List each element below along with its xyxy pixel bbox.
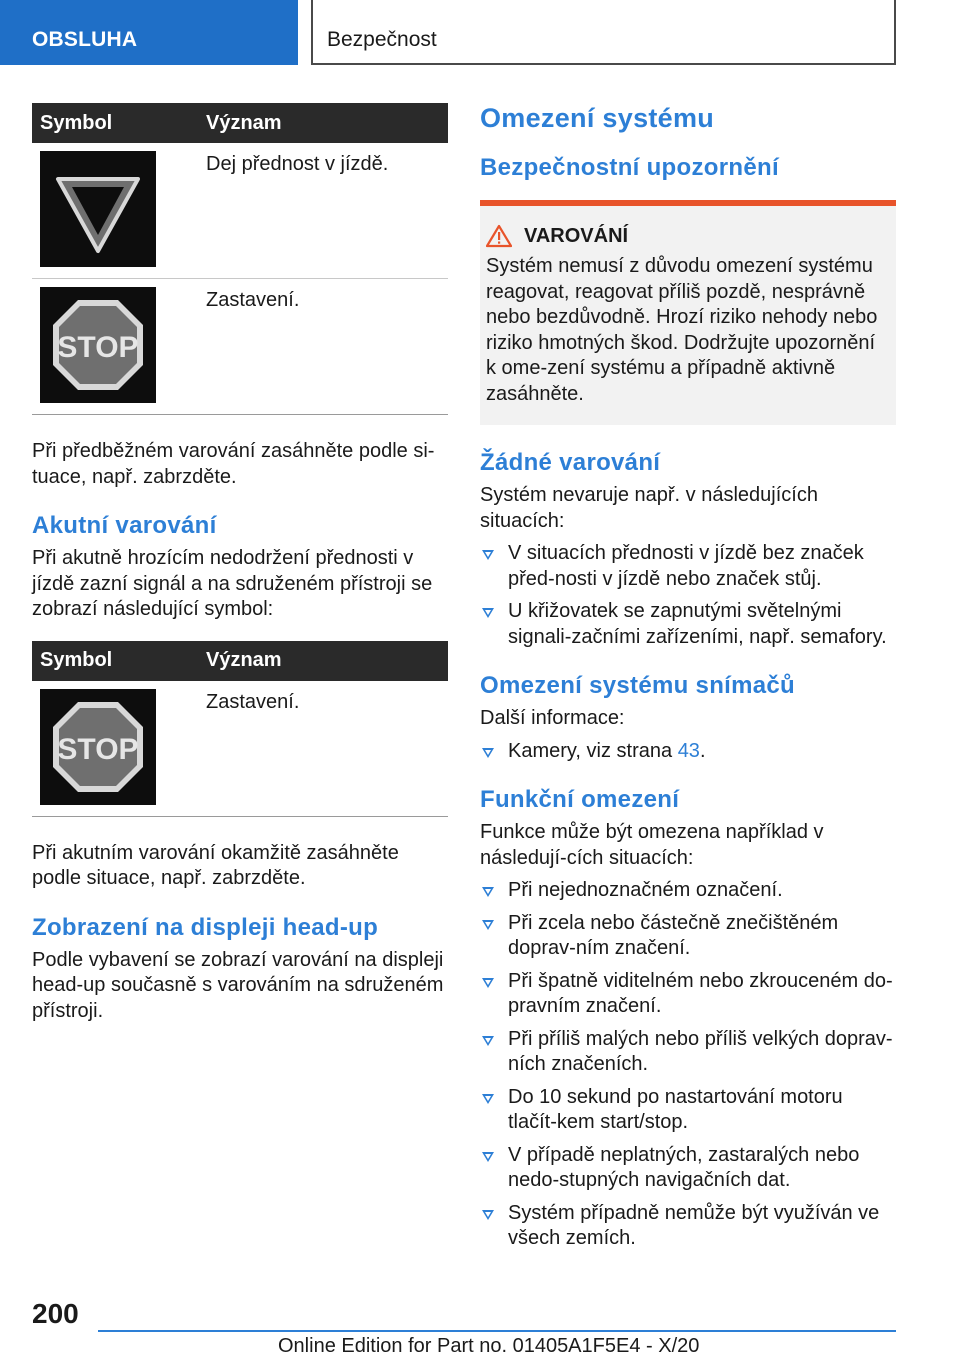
triangle-bullet-icon [482, 748, 494, 758]
page-link[interactable]: 43 [677, 739, 700, 762]
paragraph: Funkce může být omezena například v následují‐cích situacích: [480, 821, 824, 869]
sensor-list [480, 739, 896, 765]
list-item: U křižovatek se zapnutými světelnými signali‐začními zařízeními, např. semafory. [480, 599, 896, 650]
triangle-bullet-icon [482, 887, 494, 897]
meaning-text: Zastavení. [206, 289, 300, 311]
left-column [32, 103, 448, 1024]
symbol-table-2 [32, 641, 448, 817]
warning-box [480, 200, 896, 425]
paragraph: Při akutně hrozícím nedodržení přednosti v jízdě zazní signál a na sdruženém přístroji se zobrazí následující symbol: [32, 547, 433, 620]
svg-text:STOP: STOP [57, 732, 139, 766]
functional-limits-list [480, 878, 896, 1252]
symbol-table-1 [32, 103, 448, 415]
header-symbol: Symbol [40, 649, 113, 671]
list-item: Systém případně nemůže být využíván ve všech zemích. [480, 1201, 896, 1252]
meaning-text: Zastavení. [206, 690, 300, 713]
header-meaning: Význam [206, 111, 282, 134]
triangle-bullet-icon [482, 1036, 494, 1046]
triangle-bullet-icon [482, 550, 494, 560]
triangle-bullet-icon [482, 978, 494, 988]
table-row [32, 143, 448, 279]
no-warning-list [480, 541, 896, 650]
heading-acute-warning: Akutní varování [32, 512, 217, 539]
triangle-bullet-icon [482, 920, 494, 930]
triangle-bullet-icon [482, 1094, 494, 1104]
edition-text: Online Edition for Part no. 01405A1F5E4 - X/20 [278, 1335, 700, 1357]
heading-system-limits: Omezení systému [480, 103, 715, 133]
warning-triangle-icon [486, 224, 512, 248]
paragraph: Systém nevaruje např. v následujících situacích: [480, 484, 818, 532]
triangle-bullet-icon [482, 1152, 494, 1162]
paragraph: Podle vybavení se zobrazí varování na displeji head-up současně s varováním na sdruženém přístroji. [32, 948, 444, 1022]
list-item: Do 10 sekund po nastartování motoru tlačít‐kem start/stop. [480, 1085, 896, 1136]
warning-label: VAROVÁNÍ [524, 224, 629, 247]
svg-text:STOP: STOP [57, 331, 139, 364]
heading-safety-notes: Bezpečnostní upozornění [480, 154, 779, 181]
header-meaning: Význam [206, 649, 282, 671]
list-item: Při příliš malých nebo příliš velkých doprav‐ních značeních. [480, 1027, 896, 1078]
triangle-bullet-icon [482, 608, 494, 618]
footer-divider [98, 1330, 896, 1332]
paragraph: Při předběžném varování zasáhněte podle si‐tuace, např. zabrzděte. [32, 440, 435, 488]
list-item: Při zcela nebo částečně znečištěném doprav‐ním značení. [480, 911, 896, 962]
stop-sign-icon [40, 689, 156, 805]
symbol-cell [32, 143, 198, 278]
warning-title [486, 224, 890, 248]
table-row [32, 681, 448, 817]
warning-text: Systém nemusí z důvodu omezení systému reagovat, reagovat příliš pozdě, nesprávně nebo bezdůvodně. Hrozí riziko nehody nebo riziko hmotných škod. Dodržujte upozornění k ome‐zení systému a případně aktivně zasáhněte. [486, 255, 878, 405]
meaning-text: Dej přednost v jízdě. [206, 153, 389, 175]
symbol-cell [32, 681, 198, 816]
right-column [480, 103, 896, 1252]
list-item: V případě neplatných, zastaralých nebo nedo‐stupných navigačních dat. [480, 1143, 896, 1194]
stop-sign-icon [40, 287, 156, 403]
paragraph: Další informace: [480, 707, 625, 729]
heading-head-up-display: Zobrazení na displeji head-up [32, 913, 379, 941]
table-header [32, 103, 448, 143]
yield-sign-icon [40, 151, 156, 267]
table-header [32, 641, 448, 681]
page-number: 200 [32, 1298, 79, 1329]
symbol-cell [32, 279, 198, 414]
paragraph: Při akutním varování okamžitě zasáhněte podle situace, např. zabrzděte. [32, 841, 399, 889]
heading-no-warning: Žádné varování [480, 449, 661, 476]
list-item: Kamery, viz strana 43. [480, 739, 896, 765]
table-row [32, 279, 448, 415]
section-tab: OBSLUHA [0, 0, 298, 65]
triangle-bullet-icon [482, 1210, 494, 1220]
list-item: V situacích přednosti v jízdě bez značek před‐nosti v jízdě nebo značek stůj. [480, 541, 896, 592]
list-item: Při špatně viditelném nebo zkrouceném do‐pravním značení. [480, 969, 896, 1020]
heading-functional-limits: Funkční omezení [480, 786, 680, 813]
chapter-title: Bezpečnost [311, 0, 896, 65]
heading-sensor-limits: Omezení systému snímačů [480, 672, 796, 699]
header-symbol: Symbol [40, 111, 113, 134]
list-item: Při nejednoznačném označení. [480, 878, 896, 904]
